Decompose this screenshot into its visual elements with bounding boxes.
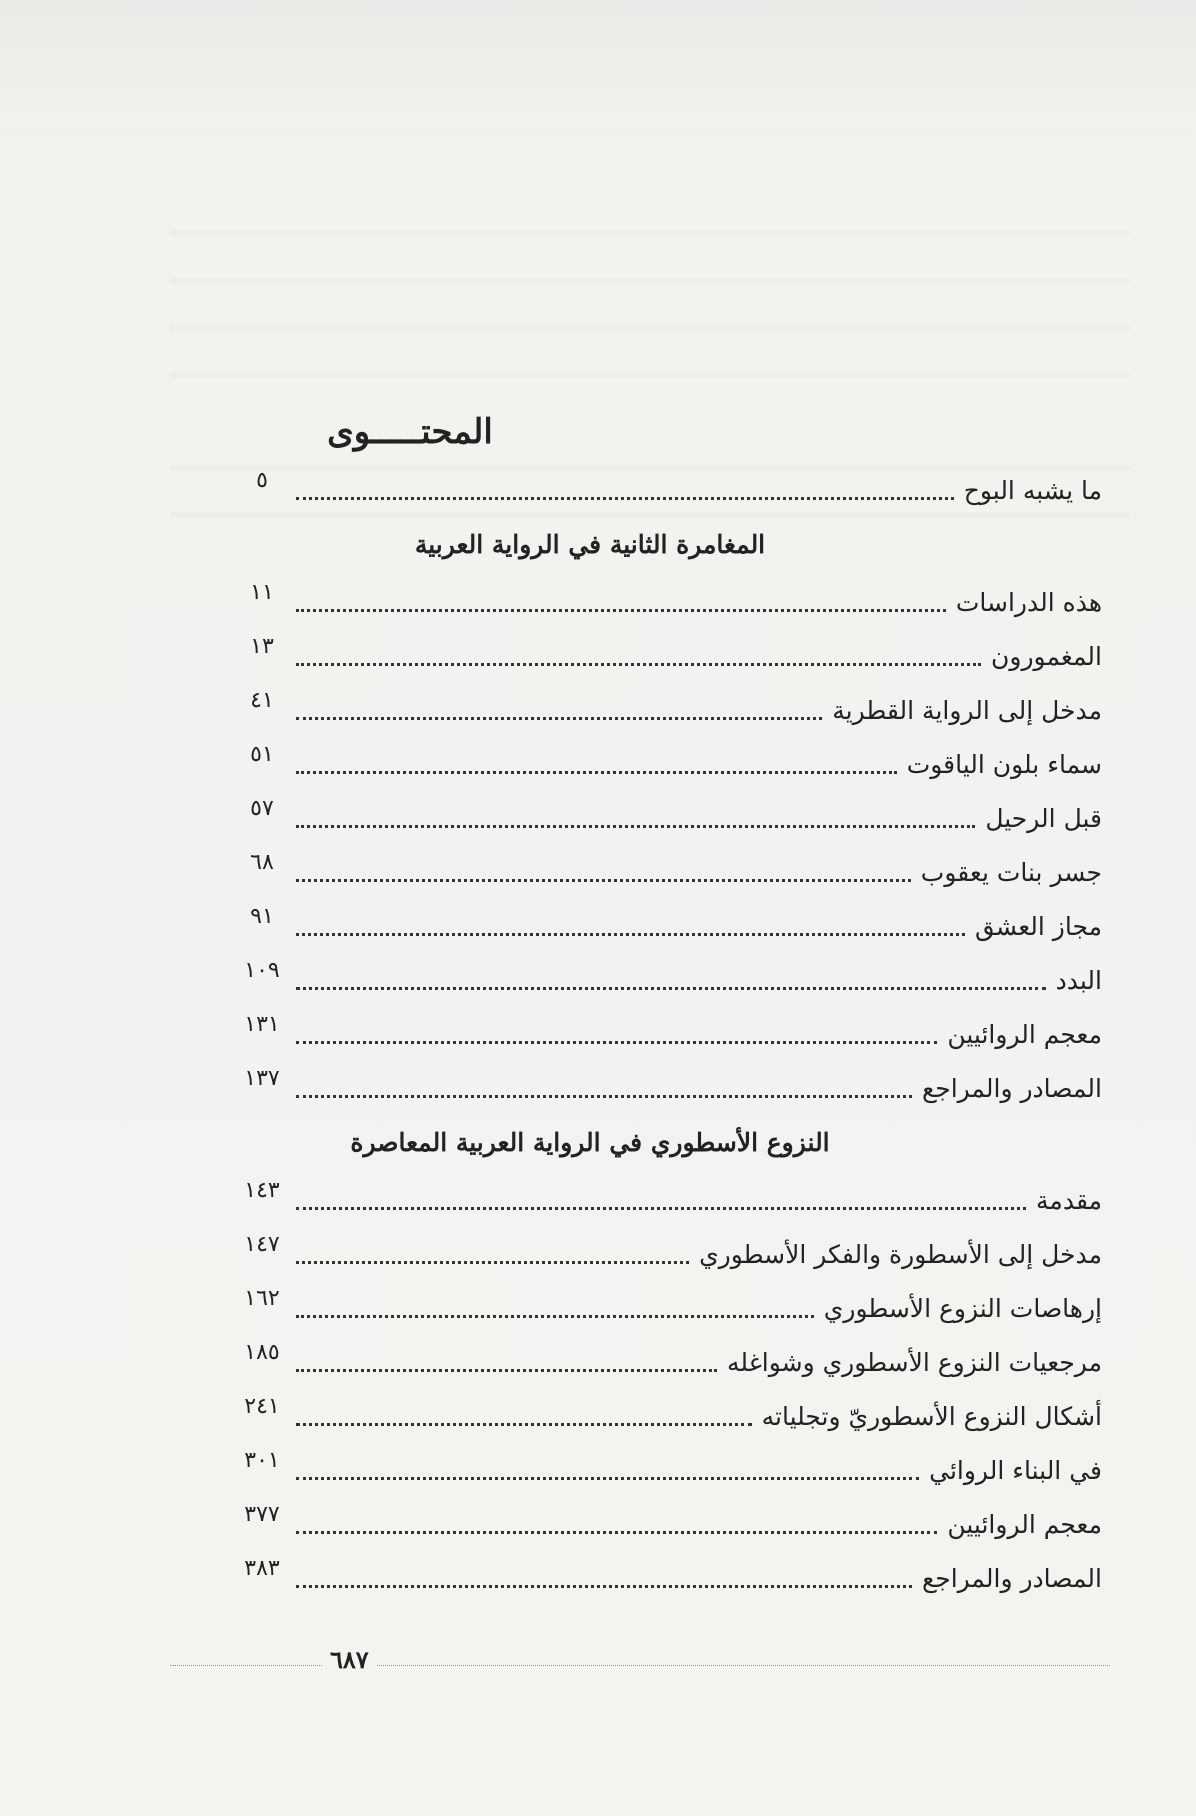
toc-entry-page: ١٨٥ bbox=[244, 1340, 280, 1365]
toc-entry[interactable] bbox=[232, 1394, 1102, 1434]
toc-entry-label: المصادر والمراجع bbox=[921, 1074, 1102, 1103]
toc-entry-page: ٣٨٣ bbox=[244, 1556, 280, 1581]
dot-leader bbox=[296, 1423, 752, 1426]
dot-leader bbox=[296, 497, 954, 500]
dot-leader bbox=[296, 663, 981, 666]
toc-entry-label: البدد bbox=[1055, 966, 1102, 995]
toc-entry-label: قبل الرحيل bbox=[985, 804, 1102, 833]
dot-leader bbox=[296, 1041, 937, 1044]
dot-leader bbox=[296, 1531, 937, 1534]
toc-entry-page: ١٦٢ bbox=[244, 1286, 280, 1311]
toc-entry-page: ٩١ bbox=[250, 904, 274, 929]
toc-entry-label: مدخل إلى الرواية القطرية bbox=[832, 696, 1102, 725]
toc-entry-page: ١٤٧ bbox=[244, 1232, 280, 1257]
toc-entry-label: المصادر والمراجع bbox=[921, 1564, 1102, 1593]
toc-entry-page: ٢٤١ bbox=[244, 1394, 280, 1419]
dot-leader bbox=[296, 1315, 814, 1318]
dot-leader bbox=[296, 1261, 689, 1264]
toc-entry[interactable] bbox=[232, 796, 1102, 836]
section-heading: المغامرة الثانية في الرواية العربية bbox=[414, 530, 766, 559]
toc-entry[interactable] bbox=[232, 742, 1102, 782]
toc-entry[interactable] bbox=[232, 1556, 1102, 1596]
toc-entry[interactable] bbox=[232, 1448, 1102, 1488]
toc-entry-page: ٥١ bbox=[250, 742, 274, 767]
toc-entry[interactable] bbox=[232, 688, 1102, 728]
dot-leader bbox=[296, 1585, 912, 1588]
toc-entry[interactable] bbox=[232, 1502, 1102, 1542]
toc-entry-label: معجم الروائيين bbox=[947, 1020, 1102, 1049]
toc-entry-label: هذه الدراسات bbox=[955, 588, 1102, 617]
toc-entry-page: ٦٨ bbox=[250, 850, 274, 875]
toc-entry-label: مدخل إلى الأسطورة والفكر الأسطوري bbox=[699, 1240, 1102, 1269]
toc-entry[interactable] bbox=[232, 1178, 1102, 1218]
toc-entry-page: ١٠٩ bbox=[244, 958, 280, 983]
toc-entry-page: ٤١ bbox=[250, 688, 274, 713]
dot-leader bbox=[296, 933, 965, 936]
toc-entry-label: جسر بنات يعقوب bbox=[920, 858, 1102, 887]
toc-entry-label: إرهاصات النزوع الأسطوري bbox=[823, 1294, 1102, 1323]
toc-entry-page: ١٤٣ bbox=[244, 1178, 280, 1203]
section-heading: النزوع الأسطوري في الرواية العربية المعاصرة bbox=[350, 1128, 830, 1157]
toc-entry[interactable] bbox=[232, 1286, 1102, 1326]
toc-entry-label: أشكال النزوع الأسطوريّ وتجلياته bbox=[761, 1402, 1102, 1431]
dot-leader bbox=[296, 609, 946, 612]
toc-entry-page: ٥ bbox=[256, 468, 268, 493]
dot-leader bbox=[296, 1207, 1026, 1210]
toc-entry-page: ٥٧ bbox=[250, 796, 274, 821]
toc-entry[interactable] bbox=[232, 634, 1102, 674]
toc-entry-label: مقدمة bbox=[1036, 1186, 1102, 1215]
footer-rule bbox=[170, 1665, 1110, 1666]
dot-leader bbox=[296, 717, 822, 720]
toc-entry[interactable] bbox=[232, 958, 1102, 998]
toc-entry-page: ١٣١ bbox=[244, 1012, 280, 1037]
toc-entry[interactable] bbox=[232, 580, 1102, 620]
toc-entry-label: مرجعيات النزوع الأسطوري وشواغله bbox=[727, 1348, 1102, 1377]
toc-entry[interactable] bbox=[232, 850, 1102, 890]
toc-entry[interactable] bbox=[232, 904, 1102, 944]
toc-entry-page: ١٣ bbox=[250, 634, 274, 659]
dot-leader bbox=[296, 879, 911, 882]
toc-title: المحتـــــوى bbox=[327, 412, 493, 452]
toc-entry[interactable] bbox=[232, 468, 1102, 508]
dot-leader bbox=[296, 825, 975, 828]
toc-entry[interactable] bbox=[232, 1012, 1102, 1052]
toc-entry[interactable] bbox=[232, 1066, 1102, 1106]
toc-entry[interactable] bbox=[232, 1232, 1102, 1272]
dot-leader bbox=[296, 987, 1046, 990]
dot-leader bbox=[296, 1095, 912, 1098]
toc-entry-page: ١١ bbox=[250, 580, 274, 605]
toc-entry[interactable] bbox=[232, 1340, 1102, 1380]
toc-entry-label: سماء بلون الياقوت bbox=[906, 750, 1102, 779]
toc-entry-page: ٣٧٧ bbox=[244, 1502, 280, 1527]
toc-entry-label: ما يشبه البوح bbox=[963, 476, 1102, 505]
page-number: ٦٨٧ bbox=[322, 1645, 377, 1674]
dot-leader bbox=[296, 1477, 919, 1480]
toc-entry-label: في البناء الروائي bbox=[929, 1456, 1102, 1485]
dot-leader bbox=[296, 1369, 717, 1372]
toc-entry-page: ١٣٧ bbox=[244, 1066, 280, 1091]
toc-entry-page: ٣٠١ bbox=[244, 1448, 280, 1473]
toc-entry-label: مجاز العشق bbox=[975, 912, 1102, 941]
toc-entry-label: المغمورون bbox=[991, 642, 1102, 671]
toc-entry-label: معجم الروائيين bbox=[947, 1510, 1102, 1539]
dot-leader bbox=[296, 771, 897, 774]
